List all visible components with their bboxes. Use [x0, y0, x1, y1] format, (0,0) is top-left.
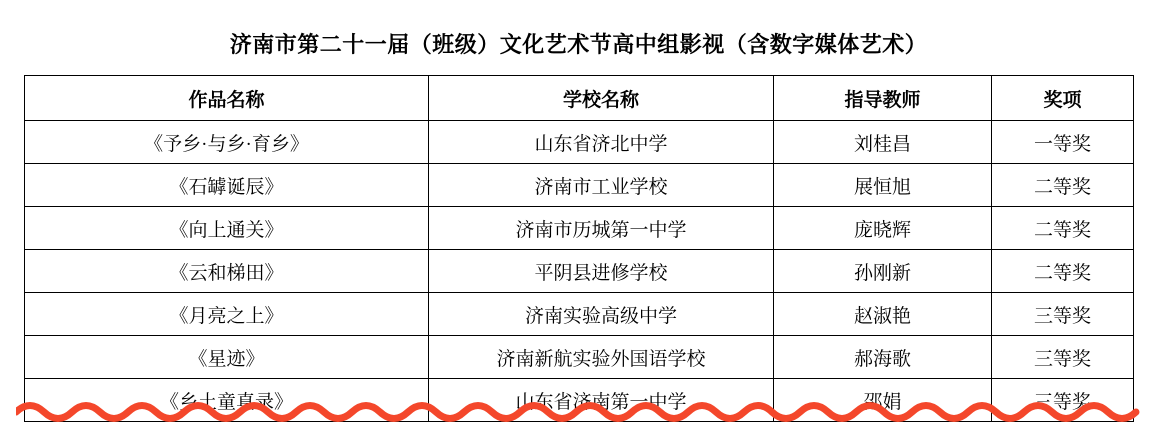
wavy-underline-decoration	[16, 399, 1140, 425]
cell-award: 二等奖	[992, 207, 1134, 250]
column-header-teacher: 指导教师	[774, 76, 992, 121]
column-header-work-name: 作品名称	[25, 76, 429, 121]
table-row	[25, 207, 1134, 250]
cell-school-name: 山东省济北中学	[429, 121, 774, 164]
cell-school-name: 平阴县进修学校	[429, 250, 774, 293]
cell-award: 三等奖	[992, 379, 1134, 422]
cell-work-name: 《月亮之上》	[25, 293, 429, 336]
cell-work-name: 《向上通关》	[25, 207, 429, 250]
table-container	[0, 75, 1157, 422]
cell-work-name: 《星迹》	[25, 336, 429, 379]
column-header-school-name: 学校名称	[429, 76, 774, 121]
table-row	[25, 121, 1134, 164]
table-row	[25, 164, 1134, 207]
cell-work-name: 《乡土童真录》	[25, 379, 429, 422]
cell-award: 二等奖	[992, 164, 1134, 207]
cell-school-name: 济南市工业学校	[429, 164, 774, 207]
page-title: 济南市第二十一届（班级）文化艺术节高中组影视（含数字媒体艺术）	[229, 32, 928, 57]
cell-school-name: 济南实验高级中学	[429, 293, 774, 336]
table-header-row	[25, 76, 1134, 121]
cell-teacher: 郝海歌	[774, 336, 992, 379]
cell-school-name: 济南新航实验外国语学校	[429, 336, 774, 379]
award-table	[24, 75, 1134, 422]
cell-school-name: 济南市历城第一中学	[429, 207, 774, 250]
cell-work-name: 《予乡·与乡·育乡》	[25, 121, 429, 164]
table-row	[25, 293, 1134, 336]
table-row	[25, 336, 1134, 379]
table-row	[25, 250, 1134, 293]
cell-award: 三等奖	[992, 336, 1134, 379]
cell-teacher: 展恒旭	[774, 164, 992, 207]
cell-work-name: 《云和梯田》	[25, 250, 429, 293]
cell-teacher: 赵淑艳	[774, 293, 992, 336]
cell-school-name: 山东省济南第一中学	[429, 379, 774, 422]
cell-work-name: 《石罅诞辰》	[25, 164, 429, 207]
cell-award: 二等奖	[992, 250, 1134, 293]
column-header-award: 奖项	[992, 76, 1134, 121]
cell-teacher: 孙刚新	[774, 250, 992, 293]
cell-award: 三等奖	[992, 293, 1134, 336]
cell-teacher: 邵娟	[774, 379, 992, 422]
cell-award: 一等奖	[992, 121, 1134, 164]
cell-teacher: 刘桂昌	[774, 121, 992, 164]
cell-teacher: 庞晓辉	[774, 207, 992, 250]
